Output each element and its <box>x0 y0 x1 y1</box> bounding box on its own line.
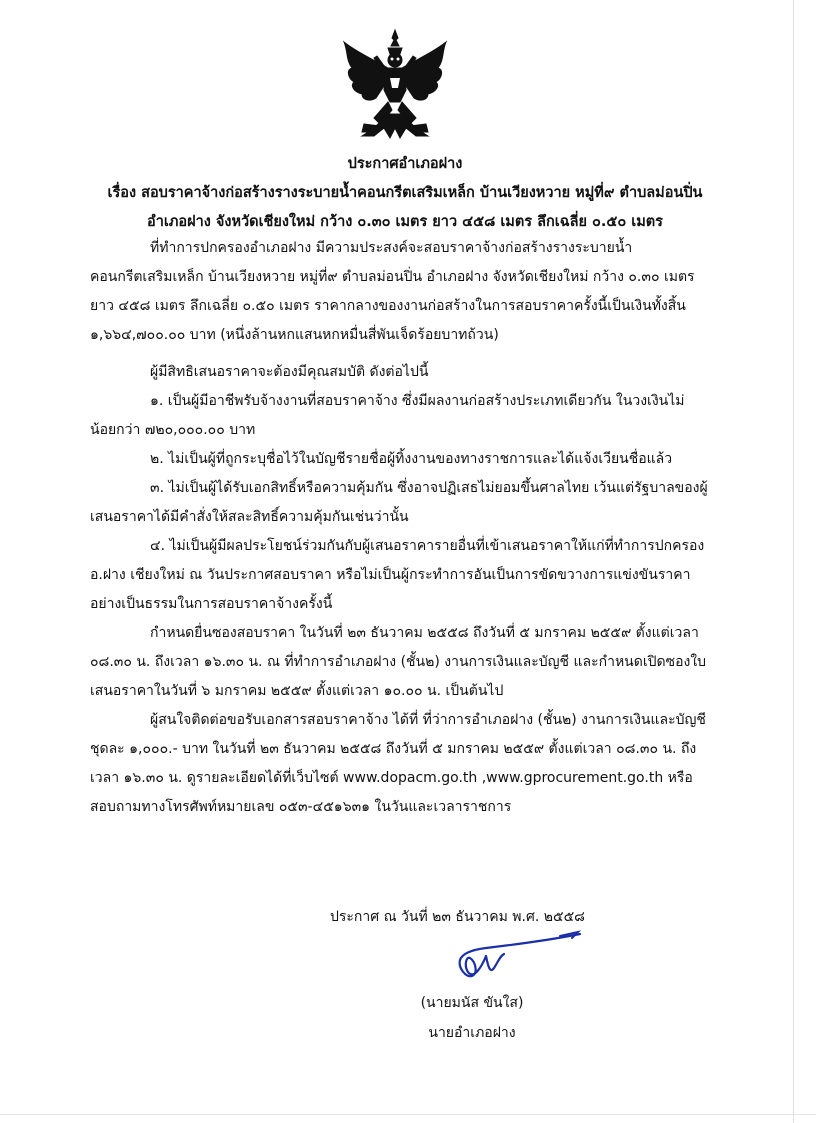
signatory-position: นายอำเภอฝาง <box>428 1025 516 1041</box>
signature-icon <box>440 926 590 988</box>
qualification-3: ๓. ไม่เป็นผู้ได้รับเอกสิทธิ์หรือความคุ้มกัน ซึ่งอาจปฏิเสธไม่ยอมขึ้นศาลไทย เว้นแต่รัฐบาลของผู้เสนอราคาได้มีคำสั่งให้สละสิทธิ์ความคุ้มกันเช่นว่านั้น <box>90 480 708 525</box>
signatory-block <box>372 988 572 1048</box>
announcement-subject-line1: เรื่อง สอบราคาจ้างก่อสร้างรางระบายน้ำคอนกรีตเสริมเหล็ก บ้านเวียงหวาย หมู่ที่๙ ตำบลม่อนปิ่น <box>107 185 703 201</box>
signatory-name: (นายมนัส ขันใส) <box>420 995 524 1011</box>
announcement-date: ประกาศ ณ วันที่ ๒๓ ธันวาคม พ.ศ. ๒๕๕๘ <box>330 909 585 925</box>
page-edge-right <box>793 0 794 1123</box>
announcement-subject-line2: อำเภอฝาง จังหวัดเชียงใหม่ กว้าง ๐.๓๐ เมตร ยาว ๔๕๘ เมตร ลึกเฉลี่ย ๐.๕๐ เมตร <box>147 214 663 230</box>
garuda-emblem-icon <box>340 28 450 144</box>
document-body <box>90 234 710 822</box>
qualifications-intro: ผู้มีสิทธิเสนอราคาจะต้องมีคุณสมบัติ ดังต่อไปนี้ <box>150 364 429 380</box>
submission-schedule: กำหนดยื่นซองสอบราคา ในวันที่ ๒๓ ธันวาคม ๒๕๕๘ ถึงวันที่ ๕ มกราคม ๒๕๕๙ ตั้งแต่เวลา ๐๘.๓๐ น. ถึงเวลา ๑๖.๓๐ น. ณ ที่ทำการอำเภอฝาง (ชั้น๒) งานการเงินและบัญชี และกำหนดเปิดซองใบเสนอราคาในวันที่ ๖ มกราคม ๒๕๕๙ ตั้งแต่เวลา ๑๐.๐๐ น. เป็นต้นไป <box>90 625 707 699</box>
announcement-title: ประกาศอำเภอฝาง <box>347 156 463 172</box>
contact-info: ผู้สนใจติดต่อขอรับเอกสารสอบราคาจ้าง ได้ที่ ที่ว่าการอำเภอฝาง (ชั้น๒) งานการเงินและบัญชี ชุดละ ๑,๐๐๐.- บาท ในวันที่ ๒๓ ธันวาคม ๒๕๕๘ ถึงวันที่ ๕ มกราคม ๒๕๕๙ ตั้งแต่เวลา ๐๘.๓๐ น. ถึงเวลา ๑๖.๓๐ น. ดูรายละเอียดได้ที่เว็บไซต์ www.dopacm.go.th ,www.gprocurement.go.th หรือสอบถามทางโทรศัพท์หมายเลข ๐๕๓-๔๕๑๖๓๑ ในวันและเวลาราชการ <box>90 712 706 815</box>
intro-paragraph: ที่ทำการปกครองอำเภอฝาง มีความประสงค์จะสอบราคาจ้างก่อสร้างรางระบายน้ำคอนกรีตเสริมเหล็ก บ้านเวียงหวาย หมู่ที่๙ ตำบลม่อนปิ่น อำเภอฝาง จังหวัดเชียงใหม่ กว้าง ๐.๓๐ เมตร ยาว ๔๕๘ เมตร ลึกเฉลี่ย ๐.๕๐ เมตร ราคากลางของงานก่อสร้างในการสอบราคาครั้งนี้เป็นเงินทั้งสิ้น ๑,๖๖๔,๗๐๐.๐๐ บาท (หนึ่งล้านหกแสนหกหมื่นสี่พันเจ็ดร้อยบาทถ้วน) <box>90 240 695 343</box>
qualification-4: ๔. ไม่เป็นผู้มีผลประโยชน์ร่วมกันกับผู้เสนอราคารายอื่นที่เข้าเสนอราคาให้แก่ที่ทำการปกครอง อ.ฝาง เชียงใหม่ ณ วันประกาศสอบราคา หรือไม่เป็นผู้กระทำการอันเป็นการขัดขวางการแข่งขันราคาอย่างเป็นธรรมในการสอบราคาจ้างครั้งนี้ <box>90 538 705 612</box>
page-edge-bottom <box>0 1114 816 1115</box>
qualification-2: ๒. ไม่เป็นผู้ที่ถูกระบุชื่อไว้ในบัญชีรายชื่อผู้ทิ้งงานของทางราชการและได้แจ้งเวียนชื่อแล้ว <box>150 451 673 467</box>
qualification-1: ๑. เป็นผู้มีอาชีพรับจ้างงานที่สอบราคาจ้าง ซึ่งมีผลงานก่อสร้างประเภทเดียวกัน ในวงเงินไม่น้อยกว่า ๗๒๐,๐๐๐.๐๐ บาท <box>90 393 685 438</box>
document-header <box>60 150 750 237</box>
